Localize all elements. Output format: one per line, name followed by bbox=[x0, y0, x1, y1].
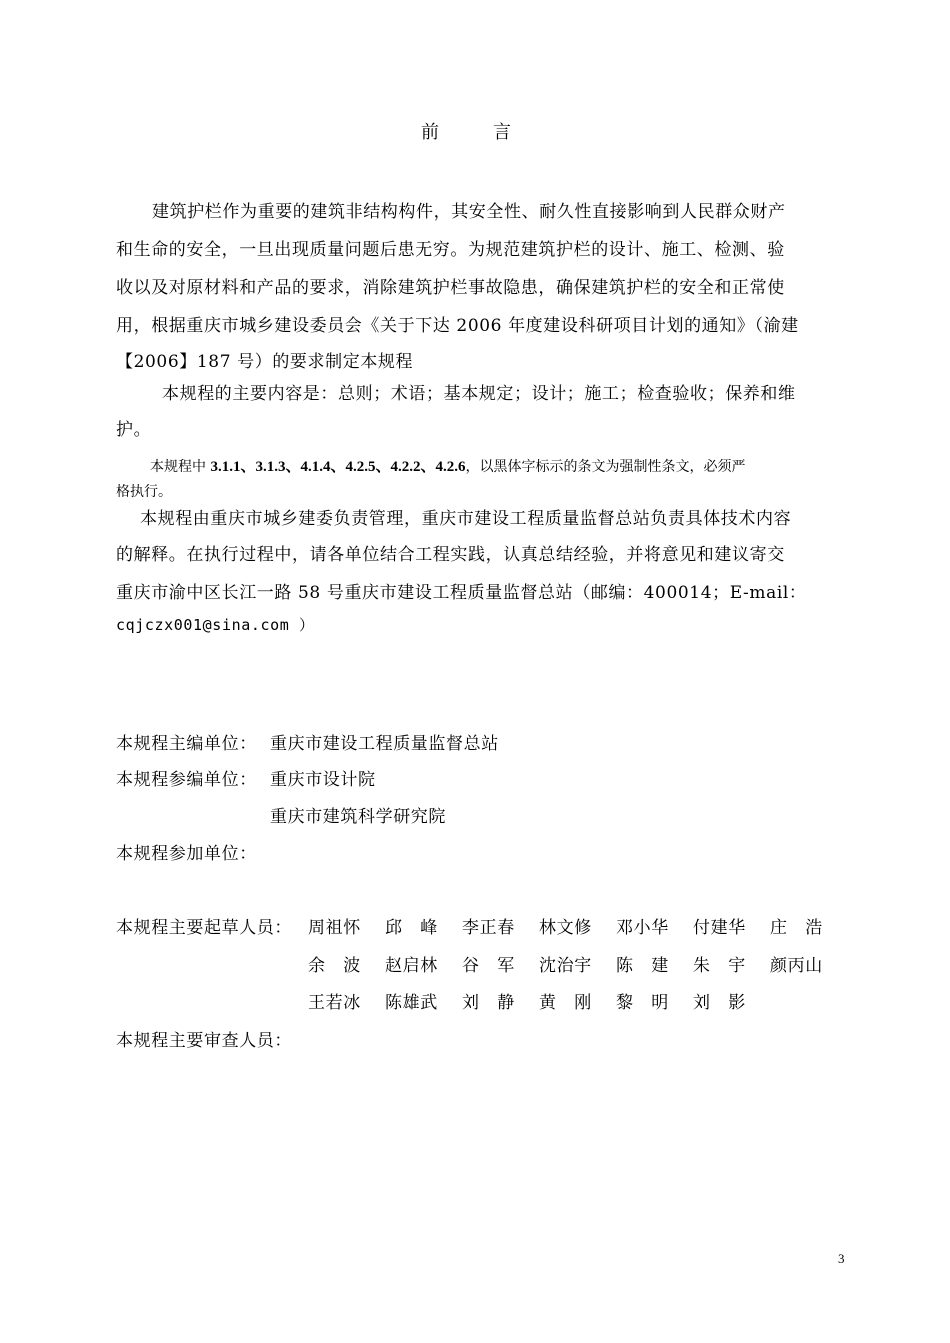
email-line: cqjczx001@sina.com ） bbox=[116, 616, 315, 634]
clauses-prefix: 本规程中 bbox=[150, 459, 206, 475]
page-title: 前 言 bbox=[421, 122, 529, 143]
clause-numbers: 3.1.1、3.1.3、4.1.4、4.2.5、4.2.2、4.2.6 bbox=[210, 459, 466, 475]
drafters-row bbox=[308, 951, 847, 976]
drafter-name: 朱 宇 bbox=[693, 956, 746, 976]
drafter-name: 邓小华 bbox=[616, 918, 669, 938]
paragraph-line: 收以及对原材料和产品的要求，消除建筑护栏事故隐患，确保建筑护栏的安全和正常使 bbox=[116, 278, 785, 298]
drafter-name: 林文修 bbox=[539, 918, 592, 938]
drafters-label: 本规程主要起草人员： bbox=[116, 918, 292, 938]
drafter-name: 刘 静 bbox=[462, 993, 515, 1013]
participating-unit-label: 本规程参编单位： bbox=[116, 770, 257, 790]
drafter-name: 黎 明 bbox=[616, 993, 669, 1013]
paragraph-line: 本规程由重庆市城乡建委负责管理，重庆市建设工程质量监督总站负责具体技术内容 bbox=[140, 509, 792, 529]
paragraph-line: 护。 bbox=[116, 420, 152, 440]
chief-unit-value: 重庆市建设工程质量监督总站 bbox=[270, 734, 499, 754]
drafter-name: 颜丙山 bbox=[770, 956, 823, 976]
paragraph-line: 格执行。 bbox=[116, 484, 172, 500]
drafter-name: 王若冰 bbox=[308, 993, 361, 1013]
drafter-name: 李正春 bbox=[462, 918, 515, 938]
drafter-name: 庄 浩 bbox=[770, 918, 823, 938]
clauses-suffix: ，以黑体字标示的条文为强制性条文，必须严 bbox=[465, 459, 746, 475]
drafter-name: 陈雄武 bbox=[385, 993, 438, 1013]
paragraph-line: 的解释。在执行过程中，请各单位结合工程实践，认真总结经验，并将意见和建议寄交 bbox=[116, 545, 785, 565]
drafter-name: 刘 影 bbox=[693, 993, 746, 1013]
paragraph-line: 用，根据重庆市城乡建设委员会《关于下达 2006 年度建设科研项目计划的通知》（渝建 bbox=[116, 316, 799, 336]
drafter-name: 陈 建 bbox=[616, 956, 669, 976]
mandatory-clauses-note bbox=[150, 455, 745, 476]
participating-unit-value: 重庆市设计院 bbox=[270, 770, 376, 790]
participating-unit-value: 重庆市建筑科学研究院 bbox=[270, 807, 446, 827]
drafter-name: 付建华 bbox=[693, 918, 746, 938]
drafter-name: 余 波 bbox=[308, 956, 361, 976]
reviewers-label: 本规程主要审查人员： bbox=[116, 1031, 292, 1051]
drafters-row bbox=[308, 988, 770, 1013]
drafter-name: 周祖怀 bbox=[308, 918, 361, 938]
drafters-row bbox=[308, 913, 847, 938]
paragraph-line: 建筑护栏作为重要的建筑非结构构件，其安全性、耐久性直接影响到人民群众财产 bbox=[152, 202, 786, 222]
drafter-name: 沈治宇 bbox=[539, 956, 592, 976]
drafter-name: 黄 刚 bbox=[539, 993, 592, 1013]
paragraph-line: 重庆市渝中区长江一路 58 号重庆市建设工程质量监督总站（邮编：400014；E-mail： bbox=[116, 583, 807, 603]
drafter-name: 谷 军 bbox=[462, 956, 515, 976]
paragraph-line: 本规程的主要内容是：总则；术语；基本规定；设计；施工；检查验收；保养和维 bbox=[162, 384, 796, 404]
drafter-name: 赵启林 bbox=[385, 956, 438, 976]
paragraph-line: 和生命的安全，一旦出现质量问题后患无穷。为规范建筑护栏的设计、施工、检测、验 bbox=[116, 240, 785, 260]
joining-unit-label: 本规程参加单位： bbox=[116, 844, 257, 864]
drafter-name: 邱 峰 bbox=[385, 918, 438, 938]
chief-unit-label: 本规程主编单位： bbox=[116, 734, 257, 754]
paragraph-line: 【2006】187 号）的要求制定本规程 bbox=[116, 352, 414, 372]
page-number: 3 bbox=[838, 1251, 845, 1266]
